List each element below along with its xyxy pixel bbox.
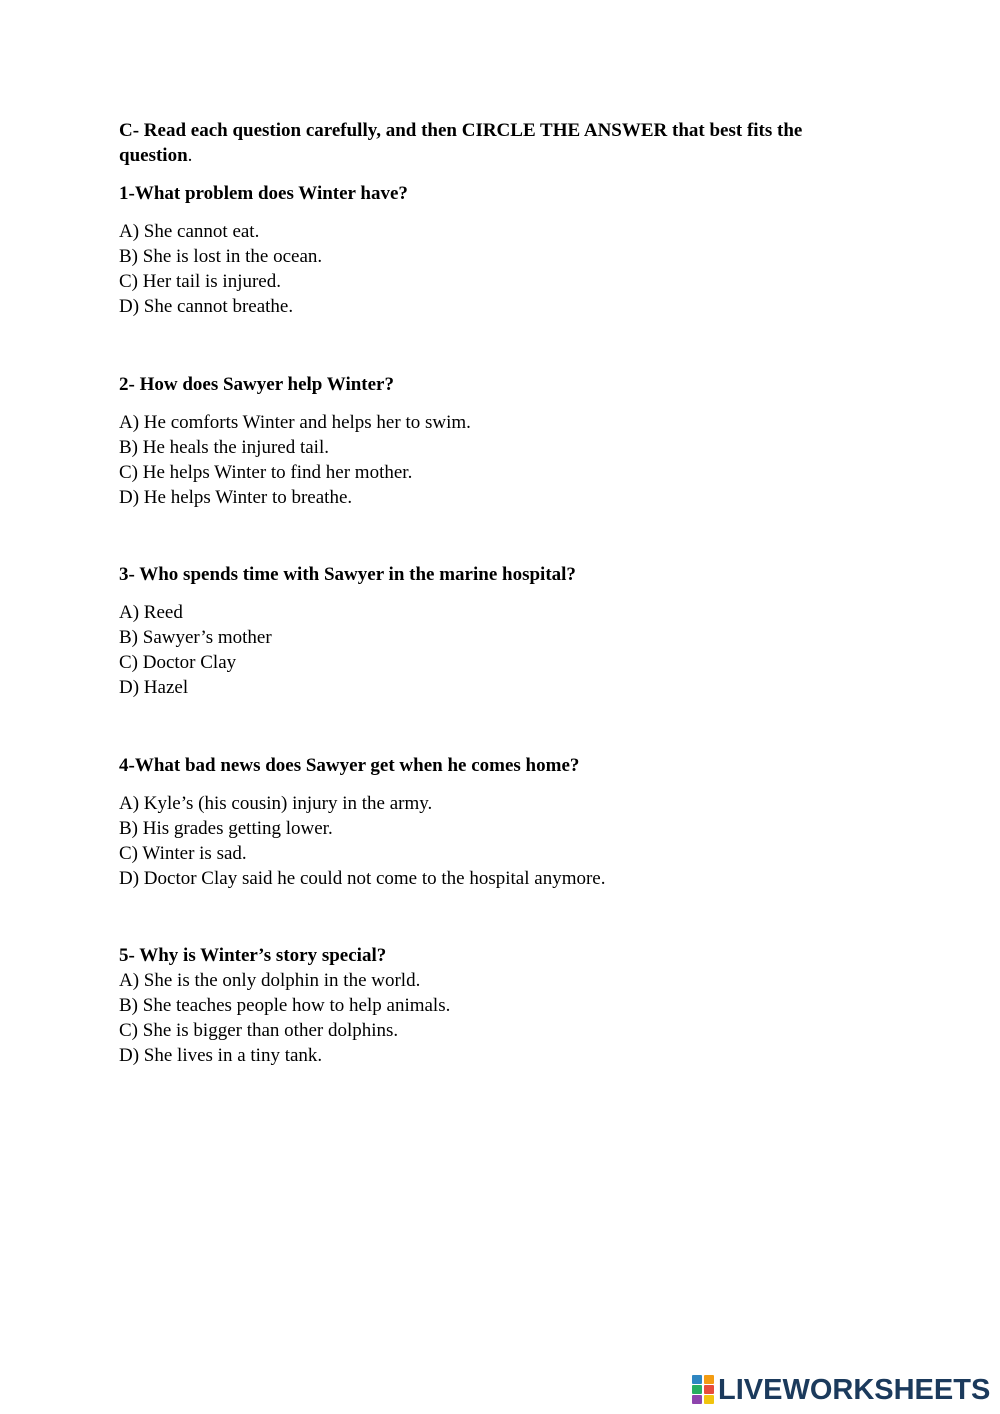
logo-square-2 [704, 1375, 714, 1384]
question-2-option-b[interactable]: B) He heals the injured tail. [119, 437, 329, 458]
question-5-option-d[interactable]: D) She lives in a tiny tank. [119, 1045, 323, 1066]
question-1-option-d[interactable]: D) She cannot breathe. [119, 296, 294, 317]
question-3-options [119, 600, 879, 700]
brand-name: LIVEWORKSHEETS [718, 1374, 991, 1406]
logo-square-1 [692, 1375, 702, 1384]
question-1 [119, 181, 879, 319]
question-3-option-b[interactable]: B) Sawyer’s mother [119, 627, 272, 648]
question-4-option-d[interactable]: D) Doctor Clay said he could not come to the hospital anymore. [119, 868, 606, 889]
question-4-title: 4-What bad news does Sawyer get when he comes home? [119, 755, 580, 776]
question-4-option-c[interactable]: C) Winter is sad. [119, 843, 247, 864]
instructions [119, 118, 879, 168]
question-1-option-a[interactable]: A) She cannot eat. [119, 221, 260, 242]
question-5 [119, 943, 879, 1068]
question-5-title: 5- Why is Winter’s story special? [119, 945, 387, 966]
question-3-option-d[interactable]: D) Hazel [119, 677, 189, 698]
logo-square-4 [704, 1385, 714, 1394]
instructions-period: . [187, 145, 193, 166]
liveworksheets-brand[interactable] [692, 1372, 990, 1408]
question-2-option-a[interactable]: A) He comforts Winter and helps her to swim. [119, 412, 471, 433]
instructions-text: C- Read each question carefully, and then CIRCLE THE ANSWER that best fits the question [119, 120, 803, 166]
liveworksheets-logo-icon [692, 1375, 716, 1405]
logo-square-3 [692, 1385, 702, 1394]
question-3-option-c[interactable]: C) Doctor Clay [119, 652, 237, 673]
logo-square-5 [692, 1395, 702, 1404]
question-3 [119, 562, 879, 700]
question-4-option-b[interactable]: B) His grades getting lower. [119, 818, 333, 839]
question-2-options [119, 410, 879, 510]
question-1-option-b[interactable]: B) She is lost in the ocean. [119, 246, 323, 267]
question-5-options [119, 968, 879, 1068]
question-1-options [119, 219, 879, 319]
question-5-option-b[interactable]: B) She teaches people how to help animals. [119, 995, 451, 1016]
question-3-option-a[interactable]: A) Reed [119, 602, 183, 623]
question-5-option-a[interactable]: A) She is the only dolphin in the world. [119, 970, 421, 991]
question-1-title: 1-What problem does Winter have? [119, 183, 408, 204]
question-4 [119, 753, 879, 891]
logo-square-6 [704, 1395, 714, 1404]
question-2-option-c[interactable]: C) He helps Winter to find her mother. [119, 462, 413, 483]
question-2 [119, 372, 879, 510]
question-4-option-a[interactable]: A) Kyle’s (his cousin) injury in the army. [119, 793, 433, 814]
question-5-option-c[interactable]: C) She is bigger than other dolphins. [119, 1020, 399, 1041]
question-2-option-d[interactable]: D) He helps Winter to breathe. [119, 487, 353, 508]
question-3-title: 3- Who spends time with Sawyer in the marine hospital? [119, 564, 576, 585]
question-4-options [119, 791, 879, 891]
question-1-option-c[interactable]: C) Her tail is injured. [119, 271, 281, 292]
question-2-title: 2- How does Sawyer help Winter? [119, 374, 394, 395]
